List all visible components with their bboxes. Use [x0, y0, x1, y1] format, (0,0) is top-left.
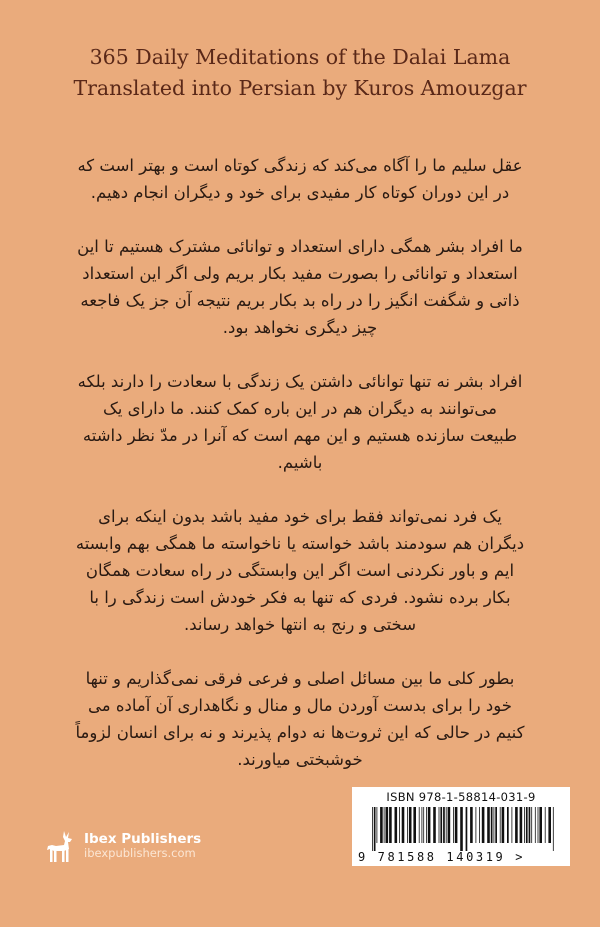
paragraph-line: می‌توانند به دیگران هم در این باره کمک کنند. ما دارای یک: [103, 399, 497, 418]
ibex-icon: [44, 829, 80, 863]
barcode-bar: [395, 807, 398, 843]
barcode-bar: [440, 807, 442, 843]
paragraph-line: کنیم در حالی که این ثروت‌ها نه دوام پذیرند و نه برای انسان لزوماً: [75, 723, 525, 742]
barcode-bar: [531, 807, 532, 843]
barcode-bar: [538, 807, 539, 843]
book-title: [0, 42, 600, 104]
barcode-bar: [443, 807, 445, 843]
barcode-bar: [380, 807, 383, 843]
barcode-bar: [520, 807, 523, 843]
barcode-bar: [495, 807, 497, 843]
paragraph: [30, 233, 570, 341]
barcode-bar: [491, 807, 493, 843]
barcode-bar: [439, 807, 440, 843]
barcode-bar: [399, 807, 400, 843]
barcode-bar: [448, 807, 451, 843]
barcode-bar: [502, 807, 505, 843]
title-line-1: 365 Daily Meditations of the Dalai Lama: [89, 45, 511, 69]
barcode-bar: [529, 807, 531, 843]
paragraph: [30, 665, 570, 773]
paragraph-line: ایم و باور نکردنی است اگر این وابستگی در راه سعادت همگان: [85, 561, 515, 580]
barcode-bar: [507, 807, 509, 843]
barcode-bar: [455, 807, 458, 843]
barcode-bar: [402, 807, 405, 843]
barcode-bar: [512, 807, 513, 843]
barcode-bar: [386, 807, 389, 843]
barcode-bar: [389, 807, 392, 843]
barcode-bar: [372, 807, 373, 851]
barcode-bar: [539, 807, 542, 843]
paragraph-line: عقل سلیم ما را آگاه می‌کند که زندگی کوتاه است و بهتر است که: [77, 156, 523, 175]
publisher-logo: [44, 829, 201, 863]
paragraph-line: یک فرد نمی‌تواند فقط برای خود مفید باشد بدون اینکه برای: [98, 507, 502, 526]
barcode-bar: [494, 807, 495, 843]
paragraph: [30, 503, 570, 638]
barcode-bar: [487, 807, 490, 843]
barcode-bar: [545, 807, 546, 843]
barcode-bar: [470, 807, 473, 843]
barcode-bar: [384, 807, 385, 843]
paragraph: [30, 152, 570, 206]
barcode-bars: [372, 807, 557, 851]
paragraph-line: چیز دیگری نخواهد بود.: [222, 318, 378, 337]
barcode-bar: [407, 807, 408, 843]
barcode-bar: [428, 807, 431, 843]
barcode-bar: [526, 807, 528, 843]
paragraph-line: دیگران هم سودمند باشد خواسته یا ناخواسته ما همگی بهم وابسته: [75, 534, 525, 553]
barcode-bar: [466, 807, 468, 851]
barcode-bar: [446, 807, 447, 843]
publisher-url: ibexpublishers.com: [84, 846, 196, 860]
barcode-bar: [548, 807, 551, 843]
barcode-bar: [515, 807, 518, 843]
barcode-bar: [423, 807, 424, 843]
barcode-bar: [426, 807, 427, 843]
isbn-label: ISBN 978-1-58814-031-9: [386, 790, 536, 804]
paragraph-line: در این دوران کوتاه کار مفیدی برای خود و دیگران انجام دهیم.: [90, 183, 510, 202]
paragraph-line: خود را برای بدست آوردن مال و منال و نگاهداری آن آماده می: [88, 696, 512, 715]
barcode-bar: [535, 807, 536, 843]
title-line-2: Translated into Persian by Kuros Amouzgar: [73, 76, 527, 100]
barcode-bar: [479, 807, 480, 843]
barcode-digits: 9 781588 140319 >: [358, 850, 526, 864]
description-text: [30, 152, 570, 800]
publisher-name: Ibex Publishers: [84, 831, 202, 847]
barcode-bar: [419, 807, 420, 843]
isbn-barcode: [352, 787, 570, 866]
paragraph-line: طبیعت سازنده هستیم و این مهم است که آنرا در مدّ نظر داشته: [82, 426, 518, 445]
barcode-bar: [500, 807, 501, 843]
paragraph-line: خوشبختی میاورند.: [237, 750, 363, 769]
barcode-bar: [453, 807, 454, 843]
barcode-bar: [460, 807, 463, 851]
barcode-bar: [374, 807, 376, 851]
barcode-bar: [476, 807, 477, 843]
paragraph-line: ذاتی و شگفت انگیز را در راه بد بکار بریم نتیجه آن جز یک فاجعه: [80, 291, 520, 310]
barcode-bar: [413, 807, 416, 843]
paragraph-line: افراد بشر نه تنها توانائی داشتن یک زندگی با سعادت را دارند بلکه: [77, 372, 523, 391]
barcode-bar: [409, 807, 412, 843]
barcode-bar: [553, 807, 554, 851]
barcode-bar: [377, 807, 378, 843]
barcode-bar: [422, 807, 423, 843]
barcode-bar: [482, 807, 485, 843]
paragraph-line: باشیم.: [277, 453, 323, 472]
paragraph-line: ما افراد بشر همگی دارای استعداد و توانائی مشترک هستیم تا این: [77, 237, 523, 256]
paragraph-line: سختی و رنج به انتها خواهد رساند.: [183, 615, 417, 634]
paragraph: [30, 368, 570, 476]
paragraph-line: بطور کلی ما بین مسائل اصلی و فرعی فرقی نمی‌گذاریم و تنها: [85, 669, 515, 688]
barcode-bar: [433, 807, 436, 843]
paragraph-line: استعداد و توانائی را بصورت مفید بکار بریم ولی اگر این استعداد: [82, 264, 518, 283]
barcode-bar: [524, 807, 525, 843]
paragraph-line: بکار برده نشود. فردی که تنها به فکر خودش است زندگی را با: [89, 588, 511, 607]
